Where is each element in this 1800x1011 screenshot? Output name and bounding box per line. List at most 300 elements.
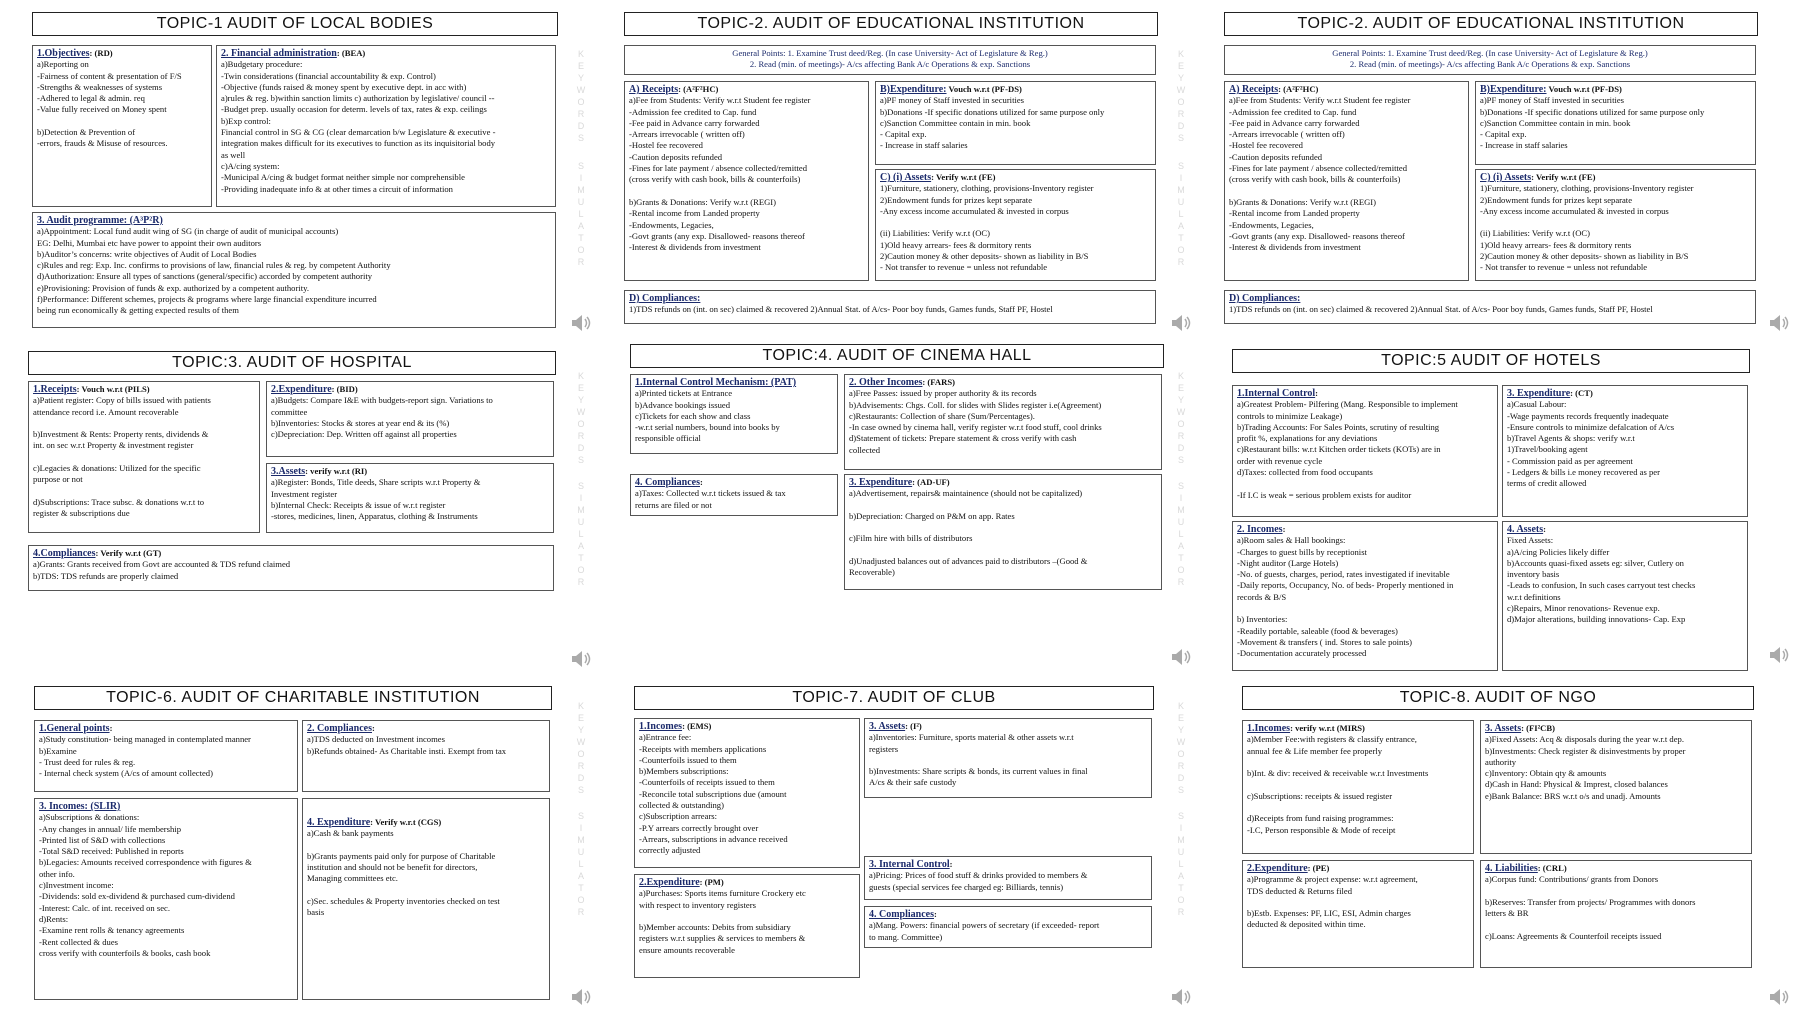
text-line: Fixed Assets:: [1507, 535, 1554, 546]
text-line: controls to minimize Leakage): [1237, 410, 1343, 421]
box-lines: [1485, 874, 1747, 942]
text-line: b)Accounts quasi-fixed assets eg: silver, Cutlery on: [1507, 557, 1684, 568]
text-line: a)PF money of Staff invested in securities: [880, 95, 1024, 106]
box-lines: [1247, 734, 1469, 836]
box-lines: [1237, 399, 1493, 501]
box-heading: A) Receipts: [1229, 84, 1279, 95]
box-heading: 3. Internal Control: [869, 859, 950, 870]
box-heading: 4. Assets: [1507, 524, 1544, 535]
box-expenditure: [266, 381, 554, 457]
box-heading: 2. Compliances: [307, 723, 372, 734]
text-line: -Movement & transfers ( ind. Stores to sale points): [1237, 636, 1412, 647]
box-heading: 1.Internal Control: [1237, 388, 1316, 399]
box-general-points: [624, 45, 1156, 75]
text-line: -Adhered to legal & admin. req: [37, 93, 145, 104]
box-expenditure: [302, 798, 550, 1000]
text-line: b)Exp control:: [221, 115, 271, 126]
text-line: a)Cash & bank payments: [307, 828, 394, 839]
text-line: 1)Furniture, stationery, clothing, provisions-Inventory register: [880, 183, 1094, 194]
text-line: [880, 217, 1151, 228]
box-lines: [629, 48, 1151, 71]
text-line: being run economically & getting expected results of them: [37, 305, 239, 316]
text-line: authority: [1485, 756, 1517, 767]
box-assets-liabilities: [1475, 169, 1756, 281]
text-line: - Not transfer to revenue = unless not refundable: [1480, 262, 1648, 273]
watermark-simulator: S I M U L A T O R: [577, 481, 585, 587]
text-line: a)Budgets: Compare I&E with budgets-report sign. Variations to: [271, 395, 493, 406]
text-line: -Charges to guest bills by receptionist: [1237, 546, 1367, 557]
text-line: a)Mang. Powers: financial powers of secretary (if exceeded- report: [869, 920, 1100, 931]
text-line: -Interest & dividends from investment: [629, 242, 761, 253]
box-lines: [1480, 95, 1751, 151]
text-line: d)Taxes: collected from food occupants: [1237, 467, 1373, 478]
text-line: [1247, 757, 1469, 768]
box-heading: 2. Financial administration: [221, 48, 337, 59]
text-line: committee: [271, 406, 308, 417]
text-line: e)Provisioning: Provision of funds & exp. authorized by a competent authority.: [37, 282, 310, 293]
watermark-keywords: K E Y W O R D S: [1176, 371, 1186, 465]
text-line: register & subscriptions due: [33, 508, 130, 519]
box-heading: 4. Compliances: [635, 477, 700, 488]
text-line: c)A/cing system:: [221, 160, 280, 171]
box-receipts: [28, 381, 260, 533]
box-code: : (A²F²HC): [678, 84, 719, 94]
box-lines: [849, 388, 1157, 456]
text-line: [1247, 779, 1469, 790]
text-line: a)A/cing Policies likely differ: [1507, 546, 1610, 557]
box-audit-programme: [32, 212, 556, 328]
text-line: a)Patient register: Copy of bills issued with patients: [33, 395, 211, 406]
text-line: -Admission fee credited to Cap. fund: [1229, 106, 1357, 117]
watermark-keywords: K E Y W O R D S: [576, 701, 586, 795]
box-incomes: [1232, 521, 1498, 671]
box-heading: B)Expenditure:: [880, 84, 947, 95]
slide-educational-1: [620, 8, 1170, 338]
text-line: -Night auditor (Large Hotels): [1237, 557, 1339, 568]
slide-title: TOPIC-1 AUDIT OF LOCAL BODIES: [32, 12, 558, 36]
slide-hotels: [1228, 345, 1773, 675]
text-line: -No. of guests, charges, period, rates investigated if inevitable: [1237, 569, 1450, 580]
text-line: institution and should not be benefit for directors,: [307, 862, 478, 873]
text-line: guests (special services fee charged eg: Billiards, tennis): [869, 881, 1064, 892]
text-line: -Interest & dividends from investment: [1229, 242, 1361, 253]
text-line: Financial control in SG & CG (clear demarcation b/w Legislature & executive -: [221, 127, 496, 138]
text-line: -Leads to confusion, In such cases carryout test checks: [1507, 580, 1696, 591]
text-line: cross verify with counterfoils & books, cash book: [39, 947, 211, 958]
box-code: :: [1315, 388, 1319, 398]
text-line: c)Sanction Committee contain in min. book: [1480, 117, 1631, 128]
text-line: -Counterfoils of receipts issued to them: [639, 777, 775, 788]
text-line: d)Cash in Hand: Physical & Imprest, closed balances: [1485, 779, 1668, 790]
text-line: [1247, 897, 1469, 908]
text-line: 2)Caution money & other deposits- shown as liability in B/S: [1480, 251, 1689, 262]
text-line: basis: [307, 907, 325, 918]
box-code: : verify w.r.t (RI): [305, 466, 368, 476]
text-line: - Increase in staff salaries: [1480, 140, 1568, 151]
box-heading: 3. Expenditure: [849, 477, 913, 488]
box-code: : (CRL): [1537, 863, 1567, 873]
box-lines: [1485, 734, 1747, 802]
text-line: - Trust deed for rules & reg.: [39, 756, 136, 767]
text-line: b)Int. & div: received & receivable w.r.t Investments: [1247, 768, 1429, 779]
box-lines: [1480, 183, 1751, 273]
text-line: -I.C, Person responsible & Mode of receipt: [1247, 824, 1396, 835]
text-line: Recoverable): [849, 567, 895, 578]
text-line: -Any excess income accumulated & invested in corpus: [1480, 205, 1669, 216]
text-line: [1237, 478, 1493, 489]
watermark-keywords: K E Y W O R D S: [576, 371, 586, 465]
text-line: w.r.t definitions: [1507, 591, 1561, 602]
box-incomes: [1242, 720, 1474, 854]
text-line: -Govt grants (any exp. Disallowed- reasons thereof: [1229, 230, 1405, 241]
text-line: c)Investment income:: [39, 880, 114, 891]
text-line: a)Advertisement, repairs& maintainence (should not be capitalized): [849, 488, 1083, 499]
box-lines: [869, 732, 1147, 788]
text-line: -Value fully received on Money spent: [37, 104, 167, 115]
text-line: a)Pricing: Prices of food stuff & drinks provided to members &: [869, 870, 1088, 881]
text-line: 1)Travel/booking agent: [1507, 444, 1588, 455]
box-heading: 1.Incomes: [1247, 723, 1291, 734]
box-compliances: [630, 474, 838, 516]
box-assets: [864, 718, 1152, 798]
slide-title: TOPIC-7. AUDIT OF CLUB: [634, 686, 1154, 710]
text-line: attendance record i.e. Amount recoverable: [33, 406, 179, 417]
text-line: -Caution deposits refunded: [629, 151, 723, 162]
box-liabilities: [1480, 860, 1752, 968]
text-line: - Internal check system (A/cs of amount collected): [39, 768, 213, 779]
box-incomes: [634, 718, 860, 868]
box-internal-control: [630, 374, 838, 454]
text-line: -Budget prep. usually occasion for determ. levels of tax, rates & exp. ceilings: [221, 104, 487, 115]
text-line: -Strengths & weaknesses of systems: [37, 81, 163, 92]
box-heading: A) Receipts: [629, 84, 679, 95]
text-line: [33, 418, 255, 429]
text-line: General Points: 1. Examine Trust deed/Reg. (In case University- Act of Legislature & Reg.): [1332, 48, 1648, 58]
box-heading: 3. Audit programme: (A³P²R): [37, 215, 163, 226]
text-line: -Admission fee credited to Cap. fund: [629, 106, 757, 117]
box-lines: [39, 734, 293, 779]
slide-hospital: [24, 345, 564, 595]
box-code: : (A²F²HC): [1278, 84, 1319, 94]
box-code: :: [372, 723, 375, 733]
box-heading: 3. Assets: [869, 721, 906, 732]
text-line: 2. Read (min. of meetings)- A/cs affecting Bank A/c Operations & exp. Sanctions: [1349, 59, 1631, 70]
box-receipts: [1224, 81, 1469, 281]
text-line: c)Inventory: Obtain qty & amounts: [1485, 768, 1607, 779]
watermark-keywords: K E Y W O R D S: [1176, 49, 1186, 143]
box-code: : (I²): [905, 721, 922, 731]
speaker-icon[interactable]: [1170, 648, 1192, 666]
text-line: c)Subscription arrears:: [639, 811, 718, 822]
box-lines: [869, 870, 1147, 893]
text-line: [307, 840, 545, 851]
speaker-icon[interactable]: [570, 314, 592, 332]
text-line: -Examine rent rolls & tenancy agreements: [39, 925, 185, 936]
slide-title: TOPIC-2. AUDIT OF EDUCATIONAL INSTITUTION: [624, 12, 1158, 36]
text-line: -stores, medicines, linen, Apparatus, clothing & Instruments: [271, 511, 478, 522]
text-line: records & B/S: [1237, 591, 1287, 602]
box-code: :: [1543, 524, 1546, 534]
text-line: b)Depreciation: Charged on P&M on app. Rates: [849, 510, 1015, 521]
speaker-icon[interactable]: [1768, 988, 1790, 1006]
box-lines: [33, 559, 549, 582]
text-line: Investment register: [271, 488, 338, 499]
text-line: a)Grants: Grants received from Govt are accounted & TDS refund claimed: [33, 559, 291, 570]
watermark-simulator: S I M U L A T O R: [577, 811, 585, 917]
text-line: [849, 500, 1157, 511]
text-line: [849, 545, 1157, 556]
text-line: a)Subscriptions & donations:: [39, 812, 140, 823]
box-expenditure: [844, 474, 1162, 590]
text-line: [1229, 186, 1464, 197]
text-line: [1237, 603, 1493, 614]
text-line: -Endowments, Legacies,: [1229, 219, 1314, 230]
text-line: d)Major alterations, building innovations- Cap. Exp: [1507, 614, 1686, 625]
box-heading: 3.Assets: [271, 466, 306, 477]
text-line: b)Advance bookings issued: [635, 399, 730, 410]
text-line: -Any changes in annual/ life membership: [39, 823, 181, 834]
text-line: [1485, 919, 1747, 930]
box-heading: 1.Receipts: [33, 384, 77, 395]
box-incomes: [34, 798, 298, 1000]
box-lines: [37, 226, 551, 316]
text-line: c)Tickets for each show and class: [635, 410, 751, 421]
text-line: b)Grants payments paid only for purpose of Charitable: [307, 850, 496, 861]
speaker-icon[interactable]: [570, 650, 592, 668]
text-line: -Providing inadequate info & at other times a circuit of information: [221, 183, 453, 194]
box-compliances: [1224, 290, 1756, 324]
box-code: : (AD-UF): [912, 477, 950, 487]
box-lines: [880, 95, 1151, 151]
text-line: -Any excess income accumulated & invested in corpus: [880, 205, 1069, 216]
text-line: b)Members subscriptions:: [639, 766, 729, 777]
box-other-incomes: [844, 374, 1162, 470]
text-line: 1)TDS refunds on (int. on sec) claimed & recovered 2)Annual Stat. of A/cs- Poor boy funds, Games funds, Staff PF, Hostel: [1229, 304, 1653, 315]
text-line: a)Entrance fee:: [639, 732, 692, 743]
text-line: [33, 486, 255, 497]
text-line: -Reconcile total subscriptions due (amount: [639, 788, 787, 799]
slide-title: TOPIC:5 AUDIT OF HOTELS: [1232, 349, 1750, 373]
speaker-icon[interactable]: [570, 988, 592, 1006]
box-lines: [1229, 95, 1464, 253]
text-line: -Wage payments records frequently inadequate: [1507, 410, 1669, 421]
text-line: - Capital exp.: [1480, 129, 1527, 140]
box-lines: [849, 488, 1157, 578]
text-line: a)Study constitution- being managed in contemplated manner: [39, 734, 251, 745]
text-line: a)Corpus fund: Contributions/ grants from Donors: [1485, 874, 1659, 885]
text-line: order with revenue cycle: [1237, 455, 1323, 466]
text-line: purpose or not: [33, 474, 83, 485]
text-line: b)Auditor’s concerns: write objectives of Audit of Local Bodies: [37, 248, 257, 259]
box-code: : Verify w.r.t (GT): [95, 548, 162, 558]
text-line: -If I.C is weak = serious problem exists for auditor: [1237, 489, 1412, 500]
text-line: d)Authorization: Ensure all types of sanctions (general/specific) accorded by competent authority: [37, 271, 373, 282]
text-line: ensure amounts recoverable: [639, 944, 735, 955]
box-heading: 2. Other Incomes: [849, 377, 923, 388]
text-line: a)TDS deducted on Investment incomes: [307, 734, 445, 745]
text-line: b)Refunds obtained- As Charitable insti. Exempt from tax: [307, 745, 507, 756]
box-code: : Verify w.r.t (FE): [1531, 172, 1596, 182]
text-line: c)Repairs, Minor renovations- Revenue exp.: [1507, 603, 1660, 614]
text-line: collected & outstanding): [639, 800, 724, 811]
text-line: b)Investments: Check register & disinvestments by proper: [1485, 745, 1686, 756]
box-code: : Vouch w.r.t (PILS): [76, 384, 150, 394]
box-heading: 3. Assets: [1485, 723, 1522, 734]
box-compliances: [28, 545, 554, 591]
text-line: letters & BR: [1485, 908, 1529, 919]
text-line: b)Legacies: Amounts received correspondence with figures &: [39, 857, 252, 868]
text-line: 1)Old heavy arrears- fees & dormitory rents: [1480, 239, 1632, 250]
speaker-icon[interactable]: [1170, 314, 1192, 332]
box-lines: [39, 812, 293, 959]
text-line: c)Sanction Committee contain in min. book: [880, 117, 1031, 128]
text-line: [629, 186, 864, 197]
slide-ngo: [1238, 682, 1773, 1007]
watermark-simulator: S I M U L A T O R: [1177, 811, 1185, 917]
box-lines: [307, 734, 545, 757]
box-lines: [271, 477, 549, 522]
text-line: c)Restaurants: Collection of share (Sum/Percentages).: [849, 410, 1035, 421]
text-line: e)Bank Balance: BRS w.r.t o/s and unadj. Amounts: [1485, 790, 1661, 801]
box-internal-control: [864, 856, 1152, 900]
watermark-simulator: S I M U L A T O R: [577, 161, 585, 267]
text-line: 2)Caution money & other deposits- shown as liability in B/S: [880, 251, 1089, 262]
slide-title: TOPIC-6. AUDIT OF CHARITABLE INSTITUTION: [34, 686, 552, 710]
text-line: d)Rents:: [39, 913, 69, 924]
box-code: :: [109, 723, 113, 733]
box-compliances: [624, 290, 1156, 324]
text-line: profit %, explanations for any deviations: [1237, 433, 1378, 444]
text-line: [849, 522, 1157, 533]
box-objectives: [32, 45, 212, 207]
text-line: -Arrears irrevocable ( written off): [1229, 129, 1345, 140]
text-line: 1)Furniture, stationery, clothing, provisions-Inventory register: [1480, 183, 1694, 194]
text-line: b)Grants & Donations: Verify w.r.t (REGI): [1229, 196, 1377, 207]
text-line: a)Member Fee:with registers & classify entrance,: [1247, 734, 1417, 745]
text-line: EG: Delhi, Mumbai etc have power to appoint their own auditors: [37, 237, 262, 248]
box-code: :: [1282, 524, 1286, 534]
text-line: b)Investment & Rents: Property rents, dividends &: [33, 429, 209, 440]
box-expenditure: [1502, 385, 1748, 517]
text-line: -Total S&D received: Published in reports: [39, 846, 184, 857]
text-line: -Arrears, subscriptions in advance received: [639, 833, 788, 844]
box-code: : (EMS): [682, 721, 712, 731]
box-heading: 1.Incomes: [639, 721, 683, 732]
text-line: b)Internal Check: Receipts & issue of w.r.t register: [271, 499, 446, 510]
text-line: returns are filed or not: [635, 499, 712, 510]
box-heading: B)Expenditure:: [1480, 84, 1547, 95]
box-code: : (PM): [699, 877, 724, 887]
text-line: -Arrears irrevocable ( written off): [629, 129, 745, 140]
box-assets: [266, 463, 554, 533]
text-line: [1247, 802, 1469, 813]
box-lines: [629, 95, 864, 253]
box-assets-liabilities: [875, 169, 1156, 281]
text-line: integration makes difficult for its executives to function as its inquisitorial body: [221, 138, 496, 149]
box-heading: 1.General points: [39, 723, 110, 734]
text-line: f)Performance: Different schemes, projects & programs where large financial expenditure incurred: [37, 294, 377, 305]
text-line: a)Taxes: Collected w.r.t tickets issued & tax: [635, 488, 786, 499]
text-line: -Municipal A/cing & budget format neither simple nor comprehensible: [221, 172, 465, 183]
text-line: a)Register: Bonds, Title deeds, Share scripts w.r.t Property &: [271, 477, 481, 488]
box-heading: D) Compliances:: [1229, 293, 1301, 304]
text-line: -Fee paid in Advance carry forwarded: [1229, 117, 1360, 128]
text-line: 1)Old heavy arrears- fees & dormitory rents: [880, 239, 1032, 250]
watermark-keywords: K E Y W O R D S: [576, 49, 586, 143]
box-lines: [1247, 874, 1469, 930]
text-line: 2)Endowment funds for prizes kept separate: [880, 194, 1033, 205]
text-line: -Printed list of S&D with collections: [39, 834, 166, 845]
text-line: b)Donations -If specific donations utilized for same purpose only: [1480, 106, 1705, 117]
text-line: to mang. Committee): [869, 931, 943, 942]
box-lines: [33, 395, 255, 519]
speaker-icon[interactable]: [1170, 988, 1192, 1006]
box-general-points: [34, 720, 298, 792]
text-line: d)Subscriptions: Trace subsc. & donations w.r.t to: [33, 496, 205, 507]
text-line: d)Unadjusted balances out of advances paid to distributors –(Good &: [849, 556, 1088, 567]
speaker-icon[interactable]: [1768, 646, 1790, 664]
text-line: -Fines for late payment / absence collected/remitted: [629, 163, 808, 174]
slide-title: TOPIC:3. AUDIT OF HOSPITAL: [28, 351, 556, 375]
box-heading: 1.Internal Control Mechanism: (PAT): [635, 377, 797, 388]
text-line: a)Greatest Problem- Pilfering (Mang. Responsible to implement: [1237, 399, 1458, 410]
box-code: : (FARS): [922, 377, 955, 387]
text-line: b)Estb. Expenses: PF, LIC, ESI, Admin charges: [1247, 908, 1411, 919]
box-internal-control: [1232, 385, 1498, 517]
text-line: -Rental income from Landed property: [1229, 208, 1360, 219]
box-lines: [639, 888, 855, 956]
box-code: : (BID): [331, 384, 358, 394]
text-line: inventory basis: [1507, 569, 1560, 580]
box-code: :: [949, 859, 953, 869]
text-line: (ii) Liabilities: Verify w.r.t (OC): [1480, 228, 1591, 239]
speaker-icon[interactable]: [1768, 314, 1790, 332]
box-code: Vouch w.r.t (PF-DS): [1546, 84, 1622, 94]
text-line: -Fee paid in Advance carry forwarded: [629, 117, 760, 128]
text-line: b)Member accounts: Debits from subsidiary: [639, 922, 791, 933]
text-line: a)Room sales & Hall bookings:: [1237, 535, 1346, 546]
box-expenditure: [634, 874, 860, 978]
box-lines: [635, 488, 833, 511]
slide-local-bodies: [28, 8, 588, 338]
slide-club: [630, 682, 1175, 1007]
text-line: a)Printed tickets at Entrance: [635, 388, 733, 399]
text-line: -Rental income from Landed property: [629, 208, 760, 219]
text-line: b)Trading Accounts: For Sales Points, scrutiny of resulting: [1237, 421, 1440, 432]
text-line: a)Appointment: Local fund audit wing of SG (in charge of audit of municipal accounts): [37, 226, 339, 237]
text-line: -Endowments, Legacies,: [629, 219, 714, 230]
text-line: - Ledgers & bills i.e money recovered as per: [1507, 467, 1660, 478]
watermark-simulator: S I M U L A T O R: [1177, 161, 1185, 267]
box-heading: 2.Expenditure: [1247, 863, 1308, 874]
box-lines: [1507, 399, 1743, 489]
text-line: responsible official: [635, 433, 701, 444]
text-line: [1480, 217, 1751, 228]
text-line: a)Fixed Assets: Acq & disposals during the year w.r.t dep.: [1485, 734, 1684, 745]
text-line: c)Legacies & donations: Utilized for the specific: [33, 463, 201, 474]
box-assets: [1480, 720, 1752, 854]
text-line: a)rules & reg. b)within sanction limits c) authorization by legislative/ council --: [221, 93, 495, 104]
watermark-keywords: K E Y W O R D S: [1176, 701, 1186, 795]
text-line: other info.: [39, 868, 75, 879]
text-line: 2. Read (min. of meetings)- A/cs affecting Bank A/c Operations & exp. Sanctions: [749, 59, 1031, 70]
slide-educational-2: [1220, 8, 1770, 338]
text-line: -errors, frauds & Misuse of resources.: [37, 138, 168, 149]
text-line: c)Rules and reg: Exp. Inc. confirms to provisions of law, financial rules & reg. by competent Authority: [37, 260, 391, 271]
text-line: collected: [849, 444, 881, 455]
text-line: - Increase in staff salaries: [880, 140, 968, 151]
text-line: a)Programme & project expense: w.r.t agreement,: [1247, 874, 1418, 885]
